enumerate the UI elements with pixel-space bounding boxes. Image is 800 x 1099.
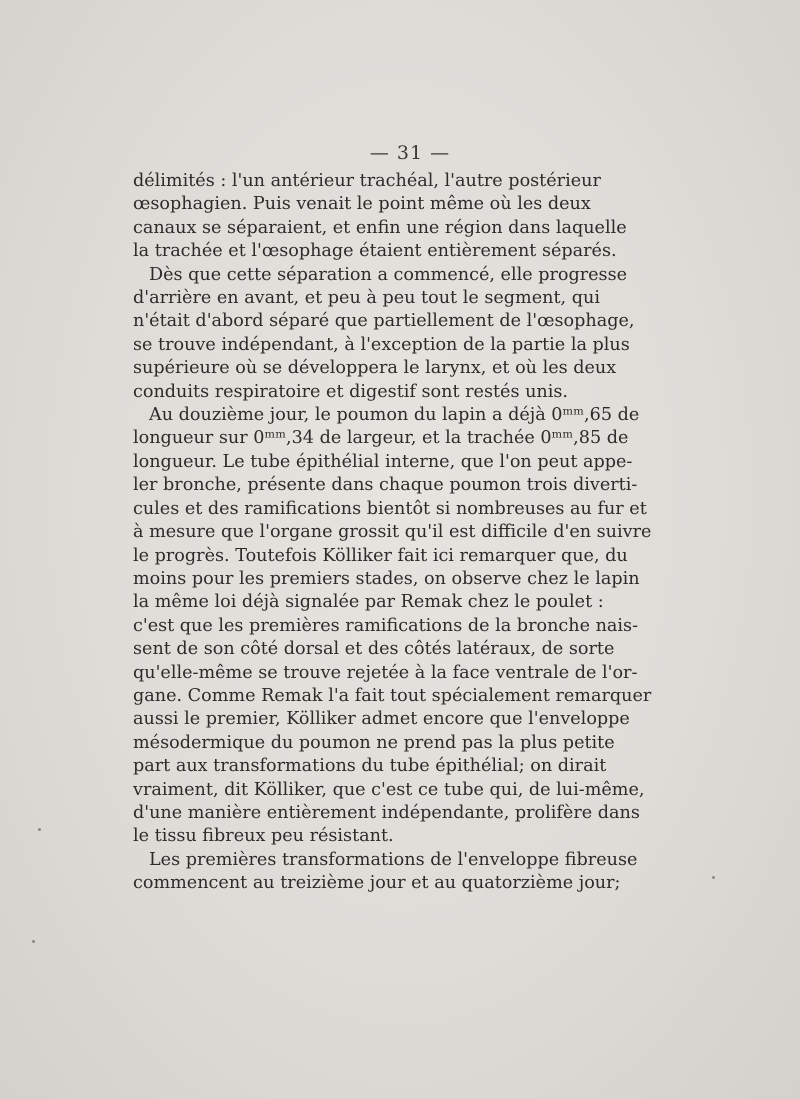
paragraph [133,264,635,404]
text-line: longueur. Le tube épithélial interne, que l'on peut appe- [133,451,633,472]
paper-speck [38,828,41,831]
text-line: supérieure où se développera le larynx, et où les deux [133,358,617,379]
text-line: commencent au treizième jour et au quatorzième jour; [133,873,621,894]
text-line: c'est que les premières ramifications de la bronche nais- [133,615,639,636]
text-line: moins pour les premiers stades, on observe chez le lapin [133,568,640,589]
text-line: longueur sur 0ᵐᵐ,34 de largeur, et la trachée 0ᵐᵐ,85 de [133,428,629,449]
text-line: ler bronche, présente dans chaque poumon trois diverti- [133,475,638,496]
text-line: œsophagien. Puis venait le point même où les deux [133,194,591,215]
text-line: Les premières transformations de l'enveloppe fibreuse [149,849,638,870]
text-line: mésodermique du poumon ne prend pas la plus petite [133,732,615,753]
text-line: se trouve indépendant, à l'exception de la partie la plus [133,334,630,355]
paper-speck [712,876,715,879]
text-line: d'arrière en avant, et peu à peu tout le segment, qui [133,288,600,309]
paragraph [133,849,638,896]
text-line: conduits respiratoire et digestif sont restés unis. [133,381,568,402]
text-line: Dès que cette séparation a commencé, elle progresse [149,264,628,285]
text-line: cules et des ramifications bientôt si nombreuses au fur et [133,498,647,519]
text-line: n'était d'abord séparé que partiellement de l'œsophage, [133,311,635,332]
page-number: — 31 — [369,142,451,164]
text-line: d'une manière entièrement indépendante, prolifère dans [133,802,640,823]
text-line: Au douzième jour, le poumon du lapin a déjà 0ᵐᵐ,65 de [149,405,640,426]
text-line: la même loi déjà signalée par Remak chez le poulet : [133,592,604,613]
text-line: aussi le premier, Kölliker admet encore que l'enveloppe [133,709,630,730]
text-line: canaux se séparaient, et enfin une région dans laquelle [133,217,627,238]
text-line: le tissu fibreux peu résistant. [133,826,394,847]
text-line: la trachée et l'œsophage étaient entièrement séparés. [133,241,617,262]
paragraph [133,170,627,264]
text-line: qu'elle-même se trouve rejetée à la face ventrale de l'or- [133,662,638,683]
text-line: vraiment, dit Kölliker, que c'est ce tube qui, de lui-même, [133,779,645,800]
text-line: part aux transformations du tube épithélial; on dirait [133,756,607,777]
text-line: sent de son côté dorsal et des côtés latéraux, de sorte [133,639,615,660]
text-line: délimités : l'un antérieur trachéal, l'autre postérieur [133,171,601,191]
paper-speck [32,940,35,943]
text-line: gane. Comme Remak l'a fait tout spécialement remarquer [133,685,652,706]
text-line: le progrès. Toutefois Kölliker fait ici remarquer que, du [133,545,628,566]
text-line: à mesure que l'organe grossit qu'il est difficile d'en suivre [133,522,652,543]
body-text [133,170,652,896]
paragraph [133,404,652,849]
